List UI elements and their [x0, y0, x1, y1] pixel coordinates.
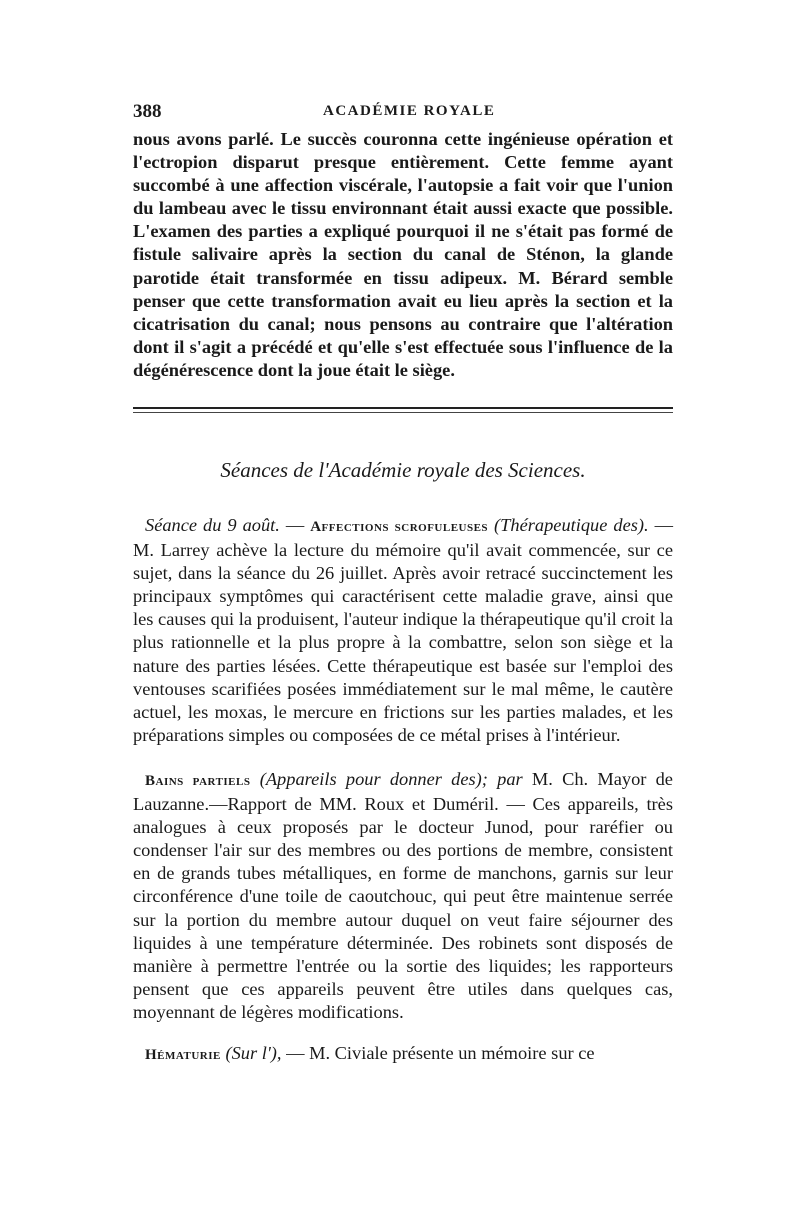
seance-dash: —: [279, 515, 311, 535]
bains-topic: Bains partiels: [145, 773, 251, 789]
continuation-paragraph: nous avons parlé. Le succès couronna cette ingénieuse opération et l'ectropion disparut presque entièrement. Cette femme ayant succombé à une affection viscérale, l'autopsie a fait voir que l'union du lambeau avec le tissu environnant était aussi exacte que possible. L'examen des parties a expliqué pourquoi il ne s'était pas formé de fistule salivaire après la section du canal de Sténon, la glande parotide était transformée en tissu adipeux. M. Bérard semble penser que cette transformation avait eu lieu après la section et la cicatrisation du canal; nous pensons au contraire que l'altération dont il s'agit a précédé et qu'elle s'est effectuée sous l'influence de la dégénérescence dont la joue était le siège.: [133, 129, 673, 380]
bains-topic-note: (Appareils pour donner des);: [259, 769, 488, 789]
seance-topic-note: (Thérapeutique des).: [494, 515, 649, 535]
hematurie-topic: Hématurie: [145, 1047, 221, 1063]
page-number: 388: [133, 101, 162, 122]
bains-body: M. Ch. Mayor de Lauzanne.—Rapport de MM. Roux et Duméril. — Ces appareils, très analogues à ceux proposés par le docteur Junod, pour raréfier ou condenser l'air sur des membres ou des portions de membre, consistent en de grands tubes métalliques, en forme de manchons, garnis sur leur circonférence d'une toile de caoutchouc, qui peut être maintenue serrée sur la portion du membre autour duquel on veut faire séjourner des liquides à une température déterminée. Des robinets sont disposés de manière à permettre l'entrée ou la sortie des liquides; les rapporteurs pensent que ces appareils peuvent être utiles dans quelques cas, moyennant de légères modifications.: [133, 769, 673, 1022]
hematurie-paragraph: [133, 1042, 673, 1067]
bains-par: par: [497, 769, 523, 789]
section-divider-thick: [133, 407, 673, 409]
section-divider-thin: [133, 412, 673, 413]
running-head-title: ACADÉMIE ROYALE: [323, 103, 496, 119]
seance-body: — M. Larrey achève la lecture du mémoire qu'il avait commencée, sur ce sujet, dans la séance du 26 juillet. Après avoir retracé succinctement les principaux symptômes qui caractérisent cette maladie grave, ainsi que les causes qui la produisent, l'auteur indique la thérapeutique qu'il croit la plus rationnelle et la plus propre à la combattre, selon son siège et la nature des parties lésées. Cette thérapeutique est basée sur l'emploi des ventouses scarifiées posées immédiatement sur le mal même, le cautère actuel, les moxas, le mercure en frictions sur les parties malades, et les préparations simples ou composées de ce métal prises à l'intérieur.: [133, 515, 674, 745]
section-title: Séances de l'Académie royale des Sciences.: [220, 458, 586, 482]
seance-paragraph: [133, 514, 673, 747]
running-head: [133, 101, 673, 123]
hematurie-topic-note: (Sur l'),: [225, 1043, 282, 1063]
hematurie-body: — M. Civiale présente un mémoire sur ce: [281, 1043, 595, 1063]
seance-topic: Affections scrofuleuses: [310, 519, 489, 535]
seance-date: Séance du 9 août.: [145, 515, 280, 535]
bains-paragraph: [133, 768, 673, 1024]
